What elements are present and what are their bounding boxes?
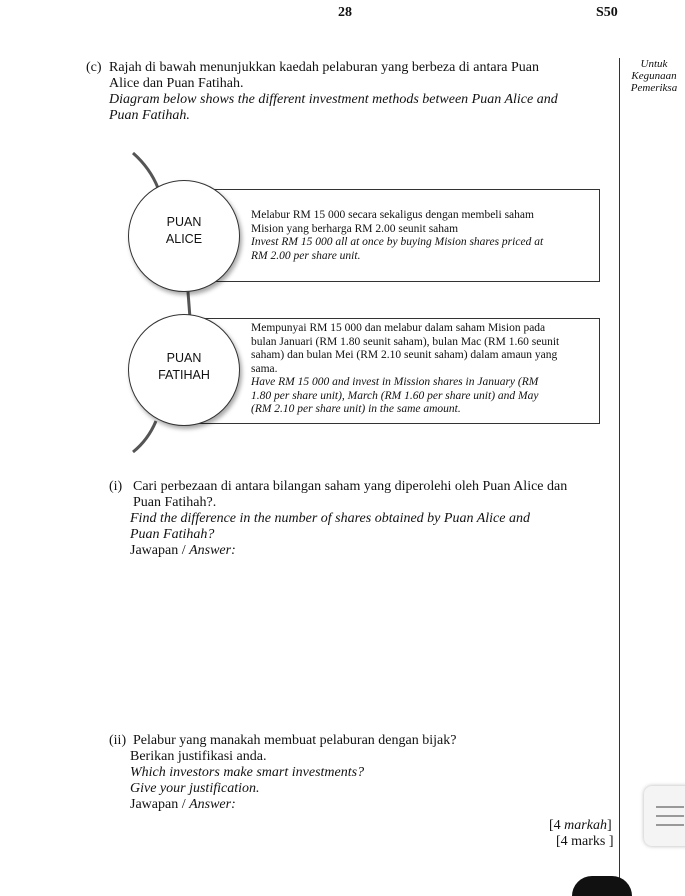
alice-description: Melabur RM 15 000 secara sekaligus dengan membeli saham Mision yang berharga RM 2.00 seunit saham Invest RM 15 000 all at once by buying Mision shares priced at RM 2.00 per share unit. [251, 209, 544, 262]
fatihah-name-line2: FATIHAH [158, 368, 210, 382]
menu-line-icon [656, 824, 684, 826]
menu-line-icon [656, 815, 684, 817]
alice-name-line1: PUAN [166, 215, 202, 229]
fatihah-name-line1: PUAN [166, 351, 202, 365]
examiner-margin-label: Untuk Kegunaan Pemeriksa [630, 58, 678, 94]
scroll-menu-button[interactable] [644, 786, 685, 846]
part-i-english: Find the difference in the number of shares obtained by Puan Alice and Puan Fatihah? Jawapan / Answer: [130, 511, 530, 558]
marks-malay: [4 markah] [549, 818, 612, 833]
bottom-handle [572, 876, 632, 896]
part-ii-body: Berikan justifikasi anda. Which investors make smart investments? Give your justification. Jawapan / Answer: [130, 749, 365, 812]
fatihah-description: Mempunyai RM 15 000 dan melabur dalam saham Mision pada bulan Januari (RM 1.80 seunit saham), bulan Mac (RM 1.60 seunit saham) dan bulan Mei (RM 2.10 seunit saham) dalam amaun yang sama. Have RM 15 000 and invest in Mission shares in January (RM 1.80 per share unit), March (RM 1.60 per share unit) and May (RM 2.10 per share unit) in the same amount. [251, 322, 560, 415]
paper-code: S50 [596, 5, 618, 20]
question-c-label: (c) [86, 60, 102, 75]
part-i-label: (i) [109, 479, 123, 494]
alice-circle [128, 180, 240, 292]
part-ii-malay-line1: Pelabur yang manakah membuat pelaburan dengan bijak? [133, 733, 457, 748]
page-number: 28 [338, 5, 352, 20]
alice-name-line2: ALICE [165, 232, 203, 246]
menu-line-icon [656, 806, 684, 808]
part-ii-label: (ii) [109, 733, 127, 748]
question-c-text: Rajah di bawah menunjukkan kaedah pelaburan yang berbeza di antara Puan Alice dan Puan Fatihah. Diagram below shows the different investment methods between Puan Alice and Puan Fatihah. [109, 60, 558, 123]
fatihah-circle [128, 314, 240, 426]
marks-english: [4 marks ] [556, 834, 614, 849]
part-i-malay: Cari perbezaan di antara bilangan saham yang diperolehi oleh Puan Alice dan Puan Fatihah?. [133, 479, 568, 510]
